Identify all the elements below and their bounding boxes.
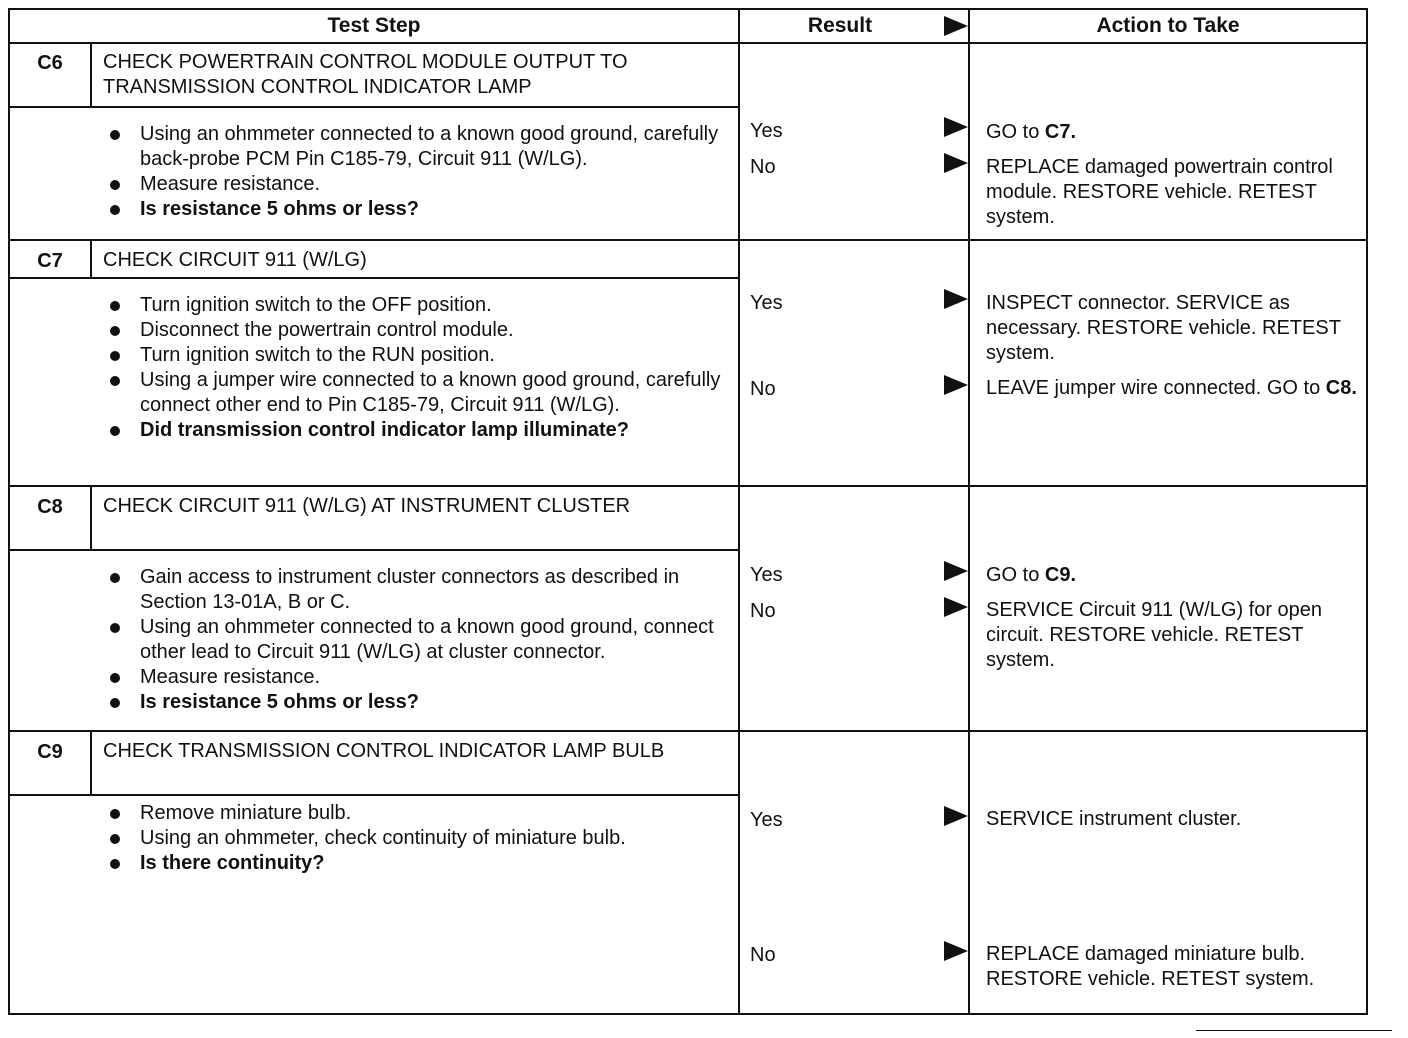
action-yes: INSPECT connector. SERVICE as necessary. RESTORE vehicle. RETEST system. xyxy=(986,292,1341,364)
step-question: Is resistance 5 ohms or less? xyxy=(104,197,734,222)
instruction-item: Measure resistance. xyxy=(104,665,734,690)
step-question: Is resistance 5 ohms or less? xyxy=(104,690,734,715)
instruction-item: Disconnect the powertrain control module. xyxy=(104,318,734,343)
step-title: CHECK POWERTRAIN CONTROL MODULE OUTPUT TO TRANSMISSION CONTROL INDICATOR LAMP xyxy=(103,51,628,98)
instruction-item: Using an ohmmeter connected to a known good ground, connect other lead to Circuit 911 (W/LG) at cluster connector. xyxy=(104,615,734,665)
arrow-icon xyxy=(944,153,968,173)
step-question: Did transmission control indicator lamp illuminate? xyxy=(104,418,734,443)
title-divider xyxy=(10,106,738,108)
step-instructions xyxy=(104,293,734,443)
arrow-icon xyxy=(944,941,968,961)
step-id: C7 xyxy=(37,250,63,272)
step-title: CHECK CIRCUIT 911 (W/LG) AT INSTRUMENT CLUSTER xyxy=(103,495,631,517)
step-title: CHECK CIRCUIT 911 (W/LG) xyxy=(103,249,367,271)
step-id: C6 xyxy=(37,52,63,74)
result-yes: Yes xyxy=(750,120,783,142)
action-yes: SERVICE instrument cluster. xyxy=(986,808,1242,830)
header-action: Action to Take xyxy=(1096,14,1240,37)
instruction-item: Using an ohmmeter, check continuity of miniature bulb. xyxy=(104,826,734,851)
header-test-step: Test Step xyxy=(327,14,421,37)
action-no: REPLACE damaged powertrain control module. RESTORE vehicle. RETEST system. xyxy=(986,156,1333,228)
page-rule xyxy=(1196,1030,1392,1031)
result-yes: Yes xyxy=(750,292,783,314)
title-divider xyxy=(10,794,738,796)
instruction-item: Gain access to instrument cluster connectors as described in Section 13-01A, B or C. xyxy=(104,565,734,615)
id-divider xyxy=(90,732,92,795)
step-id: C8 xyxy=(37,496,63,518)
title-divider xyxy=(10,549,738,551)
arrow-icon xyxy=(944,117,968,137)
instruction-item: Using an ohmmeter connected to a known good ground, carefully back-probe PCM Pin C185-79, Circuit 911 (W/LG). xyxy=(104,122,734,172)
arrow-icon xyxy=(944,561,968,581)
instruction-item: Turn ignition switch to the RUN position. xyxy=(104,343,734,368)
instruction-item: Using a jumper wire connected to a known good ground, carefully connect other end to Pin C185-79, Circuit 911 (W/LG). xyxy=(104,368,734,418)
table-header xyxy=(10,10,1366,44)
id-divider xyxy=(90,487,92,550)
step-c9 xyxy=(10,732,1366,1013)
instruction-item: Turn ignition switch to the OFF position. xyxy=(104,293,734,318)
step-c7 xyxy=(10,241,1366,487)
arrow-icon xyxy=(944,289,968,309)
step-instructions xyxy=(104,565,734,715)
result-no: No xyxy=(750,600,776,622)
result-yes: Yes xyxy=(750,809,783,831)
step-c8 xyxy=(10,487,1366,732)
header-arrow-icon xyxy=(944,16,968,36)
diagnostic-table xyxy=(8,8,1368,1015)
instruction-item: Remove miniature bulb. xyxy=(104,801,734,826)
step-c6 xyxy=(10,44,1366,241)
id-divider xyxy=(90,241,92,278)
result-no: No xyxy=(750,378,776,400)
arrow-icon xyxy=(944,375,968,395)
instruction-item: Measure resistance. xyxy=(104,172,734,197)
action-yes: GO to C7. xyxy=(986,121,1077,143)
title-divider xyxy=(10,277,738,279)
action-no: REPLACE damaged miniature bulb. RESTORE vehicle. RETEST system. xyxy=(986,943,1315,990)
id-divider xyxy=(90,44,92,107)
action-no: LEAVE jumper wire connected. GO to C8. xyxy=(986,377,1357,399)
step-instructions xyxy=(104,122,734,222)
arrow-icon xyxy=(944,597,968,617)
arrow-icon xyxy=(944,806,968,826)
result-yes: Yes xyxy=(750,564,783,586)
step-id: C9 xyxy=(37,741,63,763)
step-question: Is there continuity? xyxy=(104,851,734,876)
action-yes: GO to C9. xyxy=(986,564,1077,586)
result-no: No xyxy=(750,944,776,966)
step-title: CHECK TRANSMISSION CONTROL INDICATOR LAMP BULB xyxy=(103,740,665,762)
action-no: SERVICE Circuit 911 (W/LG) for open circuit. RESTORE vehicle. RETEST system. xyxy=(986,599,1323,671)
result-no: No xyxy=(750,156,776,178)
step-instructions xyxy=(104,801,734,876)
header-result: Result xyxy=(807,14,873,37)
